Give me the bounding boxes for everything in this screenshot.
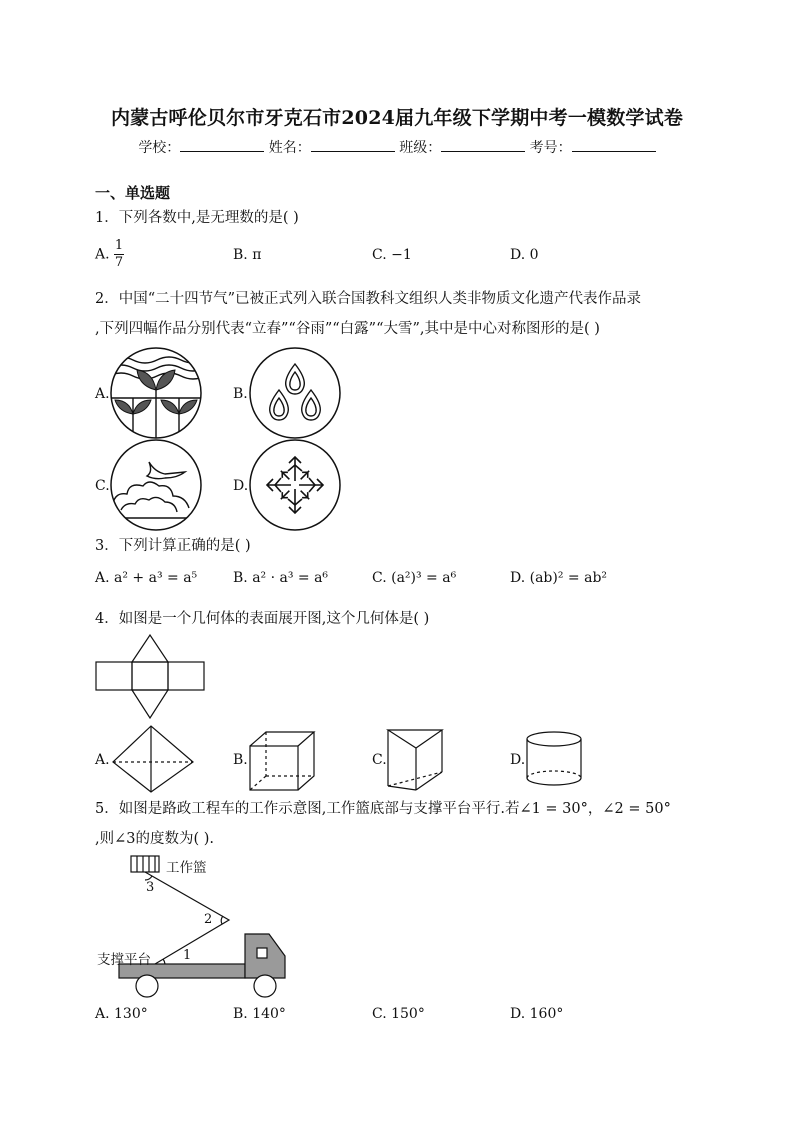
fraction-one-seventh xyxy=(114,238,124,271)
q5-option-c[interactable]: C. 150° xyxy=(372,1006,425,1022)
school-blank[interactable] xyxy=(180,139,264,152)
angle-3-label: 3 xyxy=(146,880,155,895)
q5-option-a[interactable]: A. 130° xyxy=(95,1006,148,1022)
angle-1-label: 1 xyxy=(183,948,192,963)
q3-option-a[interactable]: A. a² + a³ = a⁵ xyxy=(95,570,198,586)
q5-option-b[interactable]: B. 140° xyxy=(233,1006,286,1022)
q1-stem: 1．下列各数中,是无理数的是( ) xyxy=(95,210,299,226)
name-label: 姓名： xyxy=(268,140,311,156)
q2-stem-line2: ,下列四幅作品分别代表“立春”“谷雨”“白露”“大雪”,其中是中心对称图形的是( ) xyxy=(95,321,600,337)
q5-stem-line1: 5．如图是路政工程车的工作示意图,工作篮底部与支撑平台平行.若∠1 = 30°，∠2 = 50° xyxy=(95,801,671,817)
q3-option-d[interactable]: D. (ab)² = ab² xyxy=(510,570,608,586)
number-blank[interactable] xyxy=(572,139,656,152)
q2-option-b[interactable]: B. xyxy=(233,386,248,402)
triangular-prism-image xyxy=(386,728,446,792)
pyramid-solid-image xyxy=(111,724,195,794)
q4-option-c[interactable]: C. xyxy=(372,752,387,768)
platform-label: 支撑平台 xyxy=(97,952,151,968)
number-label: 考号： xyxy=(529,140,572,156)
basket-label: 工作篮 xyxy=(166,860,207,876)
q2-option-c[interactable]: C. xyxy=(95,478,110,494)
cylinder-solid-image xyxy=(525,730,583,788)
q4-option-d[interactable]: D. xyxy=(510,752,526,768)
exam-title: 内蒙古呼伦贝尔市牙克石市2024届九年级下学期中考一模数学试卷 xyxy=(110,107,684,129)
rain-drops-image xyxy=(248,346,342,440)
class-label: 班级： xyxy=(399,140,442,156)
q1-a-prefix: A. xyxy=(95,246,110,263)
q2-stem-line1: 2．中国“二十四节气”已被正式列入联合国教科文组织人类非物质文化遗产代表作品录 xyxy=(95,291,642,307)
student-info-row xyxy=(0,137,794,157)
cube-solid-image xyxy=(248,730,318,792)
q4-option-b[interactable]: B. xyxy=(233,752,248,768)
section-heading: 一、单选题 xyxy=(95,184,171,202)
q1-option-c[interactable]: C. −1 xyxy=(372,247,412,263)
spring-sprout-image xyxy=(109,346,203,440)
white-dew-bird-image xyxy=(109,438,203,532)
q3-stem: 3．下列计算正确的是( ) xyxy=(95,538,251,554)
name-blank[interactable] xyxy=(311,139,395,152)
q3-option-c[interactable]: C. (a²)³ = a⁶ xyxy=(372,570,457,586)
q4-option-a[interactable]: A. xyxy=(95,752,110,768)
angle-2-label: 2 xyxy=(204,912,213,927)
q2-option-a[interactable]: A. xyxy=(95,386,110,402)
q1-option-d[interactable]: D. 0 xyxy=(510,247,539,263)
q3-option-b[interactable]: B. a² · a³ = a⁶ xyxy=(233,570,329,586)
class-blank[interactable] xyxy=(441,139,525,152)
q1-option-a[interactable] xyxy=(95,238,124,271)
numerator: 1 xyxy=(114,238,124,253)
q5-stem-line2: ,则∠3的度数为( ). xyxy=(95,831,215,847)
snowflake-image xyxy=(248,438,342,532)
q4-stem: 4．如图是一个几何体的表面展开图,这个几何体是( ) xyxy=(95,611,430,627)
surface-net-figure xyxy=(95,634,207,720)
school-label: 学校： xyxy=(138,140,181,156)
q2-option-d[interactable]: D. xyxy=(233,478,249,494)
denominator: 7 xyxy=(114,255,124,270)
q1-option-b[interactable]: B. π xyxy=(233,247,262,263)
q5-option-d[interactable]: D. 160° xyxy=(510,1006,564,1022)
